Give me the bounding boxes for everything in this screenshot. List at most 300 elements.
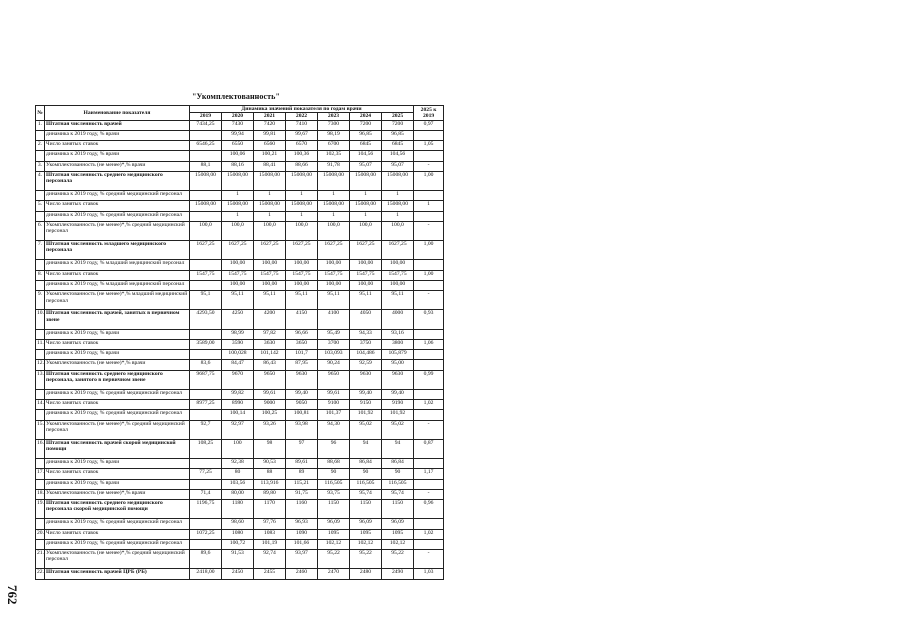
- year-value: 96,09: [318, 519, 350, 529]
- indicator-name: динамика к 2019 году, % средний медицинский персонал: [45, 410, 190, 420]
- year-value: 4100: [318, 310, 350, 329]
- year-value: 15008,00: [286, 201, 318, 211]
- ratio-2025-2019: 1,02: [414, 400, 444, 410]
- year-value: 8977,25: [190, 400, 222, 410]
- year-value: 15008,00: [382, 172, 414, 191]
- row-number: 4.: [36, 172, 45, 191]
- row-number: 16.: [36, 439, 45, 458]
- year-value: 6845: [382, 141, 414, 151]
- year-value: 4293,50: [190, 310, 222, 329]
- year-value: 80,00: [222, 489, 254, 499]
- year-value: 3750: [350, 339, 382, 349]
- header-year: 2019: [190, 113, 222, 120]
- year-value: 99,67: [286, 130, 318, 140]
- indicator-name: динамика к 2019 году, % младший медицинский персонал: [45, 260, 190, 270]
- year-value: 2455: [254, 569, 286, 580]
- table-row: [36, 260, 444, 270]
- year-value: 95,22: [318, 550, 350, 569]
- table-row: [36, 329, 444, 339]
- year-value: 1547,75: [318, 270, 350, 280]
- year-value: 1072,25: [190, 529, 222, 539]
- year-value: 84,47: [222, 360, 254, 370]
- ratio-2025-2019: [414, 280, 444, 290]
- year-value: 100,00: [350, 280, 382, 290]
- year-value: 95,02: [382, 420, 414, 439]
- header-indicator-name: Наименование показателя: [45, 106, 190, 121]
- year-value: 1170: [254, 500, 286, 519]
- table-row: [36, 550, 444, 569]
- ratio-2025-2019: -: [414, 222, 444, 241]
- year-value: 1090: [286, 529, 318, 539]
- year-value: 6560: [254, 141, 286, 151]
- year-value: 1150: [318, 500, 350, 519]
- year-value: [190, 151, 222, 161]
- table-row: [36, 539, 444, 549]
- year-value: [190, 410, 222, 420]
- year-value: 100,00: [318, 260, 350, 270]
- year-value: 71,4: [190, 489, 222, 499]
- year-value: 99,94: [222, 130, 254, 140]
- ratio-2025-2019: -: [414, 291, 444, 310]
- year-value: 101,37: [318, 410, 350, 420]
- row-number: 17.: [36, 469, 45, 479]
- ratio-2025-2019: [414, 539, 444, 549]
- row-number: 21.: [36, 550, 45, 569]
- indicator-name: динамика к 2019 году, % врачи: [45, 479, 190, 489]
- ratio-2025-2019: 0,96: [414, 500, 444, 519]
- year-value: 95,22: [382, 550, 414, 569]
- indicator-name: Укомплектованность (не менее)*,% врачи: [45, 360, 190, 370]
- header-year: 2020: [222, 113, 254, 120]
- year-value: 1083: [254, 529, 286, 539]
- year-value: 95,49: [318, 329, 350, 339]
- indicator-name: динамика к 2019 году, % врачи: [45, 459, 190, 469]
- year-value: 99,40: [286, 389, 318, 399]
- year-value: 91,53: [222, 550, 254, 569]
- row-number: [36, 410, 45, 420]
- year-value: [190, 479, 222, 489]
- year-value: 96,09: [350, 519, 382, 529]
- year-value: 105,879: [382, 350, 414, 360]
- year-value: [190, 350, 222, 360]
- year-value: 1547,75: [190, 270, 222, 280]
- row-number: 20.: [36, 529, 45, 539]
- year-value: 102,35: [318, 151, 350, 161]
- year-value: 1627,25: [254, 241, 286, 260]
- year-value: 95,74: [350, 489, 382, 499]
- year-value: 100,00: [286, 280, 318, 290]
- indicator-name: динамика к 2019 году, % средний медицинский персонал: [45, 389, 190, 399]
- year-value: 6570: [286, 141, 318, 151]
- year-value: 3590: [222, 339, 254, 349]
- indicator-name: Число занятых ставок: [45, 400, 190, 410]
- row-number: [36, 519, 45, 529]
- year-value: 1080: [222, 529, 254, 539]
- year-value: 90,53: [254, 459, 286, 469]
- year-value: 93,26: [254, 420, 286, 439]
- year-value: 108,25: [190, 439, 222, 458]
- year-value: 96,93: [286, 519, 318, 529]
- row-number: 10.: [36, 310, 45, 329]
- year-value: 1627,25: [190, 241, 222, 260]
- table-row: [36, 439, 444, 458]
- year-value: 3630: [254, 339, 286, 349]
- year-value: 101,92: [382, 410, 414, 420]
- year-value: 77,25: [190, 469, 222, 479]
- indicator-name: Штатная численность врачей ЦРБ (РБ): [45, 569, 190, 580]
- indicator-name: Число занятых ставок: [45, 201, 190, 211]
- year-value: 100,00: [222, 260, 254, 270]
- year-value: 1547,75: [350, 270, 382, 280]
- year-value: 95,07: [350, 161, 382, 171]
- table-row: [36, 172, 444, 191]
- indicator-name: Штатная численность младшего медицинского персонала: [45, 241, 190, 260]
- year-value: 7300: [318, 120, 350, 130]
- year-value: 99,81: [254, 130, 286, 140]
- year-value: 95,11: [254, 291, 286, 310]
- table-row: [36, 310, 444, 329]
- row-number: [36, 479, 45, 489]
- ratio-2025-2019: 1,03: [414, 569, 444, 580]
- year-value: [190, 191, 222, 201]
- year-value: 100,25: [254, 410, 286, 420]
- indicator-name: Укомплектованность (не менее)*,% врачи: [45, 489, 190, 499]
- year-value: 95,11: [382, 291, 414, 310]
- table-row: [36, 141, 444, 151]
- ratio-2025-2019: 1,00: [414, 241, 444, 260]
- table-row: [36, 479, 444, 489]
- year-value: 15008,00: [222, 172, 254, 191]
- year-value: [190, 280, 222, 290]
- year-value: 2450: [222, 569, 254, 580]
- year-value: 1: [382, 211, 414, 221]
- year-value: 7430: [222, 120, 254, 130]
- row-number: [36, 329, 45, 339]
- row-number: 1.: [36, 120, 45, 130]
- year-value: 4150: [286, 310, 318, 329]
- row-number: 18.: [36, 489, 45, 499]
- ratio-2025-2019: 0,87: [414, 439, 444, 458]
- row-number: [36, 130, 45, 140]
- year-value: 100,00: [254, 280, 286, 290]
- table-body: [36, 120, 444, 579]
- year-value: 1: [318, 211, 350, 221]
- year-value: 4250: [222, 310, 254, 329]
- row-number: 15.: [36, 420, 45, 439]
- row-number: [36, 280, 45, 290]
- year-value: 96,66: [286, 329, 318, 339]
- year-value: [190, 389, 222, 399]
- year-value: 1547,75: [254, 270, 286, 280]
- year-value: 95,1: [190, 291, 222, 310]
- year-value: 90: [350, 469, 382, 479]
- ratio-2025-2019: 1,00: [414, 172, 444, 191]
- year-value: 15008,00: [222, 201, 254, 211]
- year-value: 98,99: [222, 329, 254, 339]
- year-value: 100,0: [382, 222, 414, 241]
- year-value: 7200: [350, 120, 382, 130]
- table-row: [36, 370, 444, 389]
- year-value: 1150: [382, 500, 414, 519]
- year-value: 4200: [254, 310, 286, 329]
- year-value: 91,75: [286, 489, 318, 499]
- table-row: [36, 360, 444, 370]
- indicator-name: Штатная численность среднего медицинского персонала, занятого в первичном звене: [45, 370, 190, 389]
- year-value: 99,61: [254, 389, 286, 399]
- year-value: 1095: [318, 529, 350, 539]
- year-value: 89,6: [190, 550, 222, 569]
- year-value: 1095: [382, 529, 414, 539]
- year-value: 94: [382, 439, 414, 458]
- indicator-name: динамика к 2019 году, % средний медицинский персонал: [45, 539, 190, 549]
- year-value: 4000: [382, 310, 414, 329]
- table-row: [36, 201, 444, 211]
- year-value: 6546,25: [190, 141, 222, 151]
- row-number: 14.: [36, 400, 45, 410]
- ratio-2025-2019: -: [414, 550, 444, 569]
- indicator-name: Число занятых ставок: [45, 270, 190, 280]
- year-value: 104,56: [382, 151, 414, 161]
- year-value: 98,19: [318, 130, 350, 140]
- table-row: [36, 519, 444, 529]
- year-value: 103,093: [318, 350, 350, 360]
- ratio-2025-2019: -: [414, 420, 444, 439]
- year-value: 95,22: [350, 550, 382, 569]
- year-value: 89: [286, 469, 318, 479]
- year-value: 101,7: [286, 350, 318, 360]
- year-value: 9670: [222, 370, 254, 389]
- indicator-name: Число занятых ставок: [45, 469, 190, 479]
- year-value: 1627,25: [286, 241, 318, 260]
- year-value: 102,12: [350, 539, 382, 549]
- year-value: 102,12: [318, 539, 350, 549]
- indicator-name: Штатная численность среднего медицинского персонала: [45, 172, 190, 191]
- year-value: 88,1: [190, 161, 222, 171]
- row-number: 19.: [36, 500, 45, 519]
- year-value: 116,505: [382, 479, 414, 489]
- year-value: 9630: [286, 370, 318, 389]
- ratio-2025-2019: 1,02: [414, 529, 444, 539]
- row-number: 12.: [36, 360, 45, 370]
- year-value: 15008,00: [350, 172, 382, 191]
- year-value: 116,505: [318, 479, 350, 489]
- row-number: [36, 459, 45, 469]
- year-value: [190, 459, 222, 469]
- year-value: 91,78: [318, 161, 350, 171]
- year-value: 7420: [254, 120, 286, 130]
- year-value: 86,84: [350, 459, 382, 469]
- header-dynamics-group: Динамика значений показателя по годам врачи: [190, 106, 414, 113]
- year-value: 116,505: [350, 479, 382, 489]
- year-value: 8990: [222, 400, 254, 410]
- year-value: 97,82: [254, 329, 286, 339]
- row-number: 5.: [36, 201, 45, 211]
- year-value: 100,00: [318, 280, 350, 290]
- year-value: [190, 130, 222, 140]
- ratio-2025-2019: 1,00: [414, 270, 444, 280]
- year-value: 9100: [318, 400, 350, 410]
- year-value: 95,11: [286, 291, 318, 310]
- year-value: 90: [382, 469, 414, 479]
- table-header: [36, 106, 444, 121]
- year-value: 100,0: [222, 222, 254, 241]
- staffing-table: [35, 105, 444, 580]
- row-number: 11.: [36, 339, 45, 349]
- header-year: 2021: [254, 113, 286, 120]
- ratio-2025-2019: [414, 151, 444, 161]
- table-row: [36, 280, 444, 290]
- year-value: 100,0: [286, 222, 318, 241]
- year-value: 9687,75: [190, 370, 222, 389]
- year-value: 88,41: [254, 161, 286, 171]
- table-row: [36, 529, 444, 539]
- year-value: 100,72: [222, 539, 254, 549]
- year-value: 9050: [286, 400, 318, 410]
- ratio-2025-2019: 1: [414, 201, 444, 211]
- year-value: 9000: [254, 400, 286, 410]
- year-value: 100,0: [190, 222, 222, 241]
- year-value: 95,11: [350, 291, 382, 310]
- year-value: 96,85: [382, 130, 414, 140]
- year-value: 96,09: [382, 519, 414, 529]
- row-number: [36, 350, 45, 360]
- row-number: [36, 191, 45, 201]
- year-value: 2490: [382, 569, 414, 580]
- year-value: 95,74: [382, 489, 414, 499]
- year-value: 7200: [382, 120, 414, 130]
- row-number: 2.: [36, 141, 45, 151]
- header-year: 2022: [286, 113, 318, 120]
- year-value: 93,97: [286, 550, 318, 569]
- year-value: 100,06: [222, 151, 254, 161]
- ratio-2025-2019: 0,99: [414, 370, 444, 389]
- year-value: 1627,25: [382, 241, 414, 260]
- ratio-2025-2019: [414, 260, 444, 270]
- table-row: [36, 569, 444, 580]
- year-value: 1: [350, 211, 382, 221]
- year-value: 95,00: [382, 360, 414, 370]
- year-value: 92,38: [222, 459, 254, 469]
- year-value: 1095: [350, 529, 382, 539]
- year-value: 100,36: [286, 151, 318, 161]
- year-value: 100,00: [286, 260, 318, 270]
- year-value: 1: [222, 211, 254, 221]
- ratio-2025-2019: [414, 329, 444, 339]
- year-value: 100,0: [350, 222, 382, 241]
- page-number: 762: [5, 585, 20, 605]
- year-value: 94,30: [318, 420, 350, 439]
- row-number: [36, 539, 45, 549]
- year-value: 88,68: [318, 459, 350, 469]
- year-value: 3650: [286, 339, 318, 349]
- indicator-name: Укомплектованность (не менее)*,% средний медицинский персонал: [45, 420, 190, 439]
- year-value: 90,24: [318, 360, 350, 370]
- table-row: [36, 270, 444, 280]
- year-value: 15008,00: [190, 172, 222, 191]
- ratio-2025-2019: [414, 459, 444, 469]
- year-value: [190, 539, 222, 549]
- year-value: 95,07: [382, 161, 414, 171]
- year-value: 1: [254, 211, 286, 221]
- year-value: 7434,25: [190, 120, 222, 130]
- indicator-name: Укомплектованность (не менее)*,% врачи: [45, 161, 190, 171]
- indicator-name: Штатная численность среднего медицинского персонала скорой медицинской помощи: [45, 500, 190, 519]
- row-number: 9.: [36, 291, 45, 310]
- year-value: 88: [254, 469, 286, 479]
- header-year: 2023: [318, 113, 350, 120]
- ratio-2025-2019: 0,93: [414, 310, 444, 329]
- year-value: 6700: [318, 141, 350, 151]
- row-number: 22.: [36, 569, 45, 580]
- year-value: 94,33: [350, 329, 382, 339]
- year-value: 87,95: [286, 360, 318, 370]
- year-value: 3589,00: [190, 339, 222, 349]
- year-value: 15008,00: [254, 201, 286, 211]
- year-value: 100,00: [222, 280, 254, 290]
- ratio-2025-2019: [414, 191, 444, 201]
- table-row: [36, 222, 444, 241]
- year-value: 1: [222, 191, 254, 201]
- year-value: 89,80: [254, 489, 286, 499]
- ratio-2025-2019: 1,06: [414, 339, 444, 349]
- year-value: 1160: [286, 500, 318, 519]
- year-value: 102,12: [382, 539, 414, 549]
- year-value: 99,40: [382, 389, 414, 399]
- year-value: 99,61: [318, 389, 350, 399]
- year-value: 9650: [254, 370, 286, 389]
- row-number: [36, 389, 45, 399]
- ratio-2025-2019: [414, 360, 444, 370]
- year-value: 101,142: [254, 350, 286, 360]
- table-row: [36, 459, 444, 469]
- row-number: [36, 260, 45, 270]
- year-value: 1: [286, 191, 318, 201]
- year-value: 95,11: [318, 291, 350, 310]
- year-value: 1627,25: [318, 241, 350, 260]
- year-value: 93,75: [318, 489, 350, 499]
- indicator-name: Число занятых ставок: [45, 141, 190, 151]
- year-value: 1547,75: [382, 270, 414, 280]
- ratio-2025-2019: 1,05: [414, 141, 444, 151]
- year-value: 95,11: [222, 291, 254, 310]
- year-value: 104,486: [350, 350, 382, 360]
- year-value: 93,16: [382, 329, 414, 339]
- year-value: 1: [254, 191, 286, 201]
- year-value: 1: [318, 191, 350, 201]
- year-value: 100,00: [382, 260, 414, 270]
- row-number: [36, 211, 45, 221]
- year-value: 1547,75: [222, 270, 254, 280]
- ratio-2025-2019: [414, 130, 444, 140]
- year-value: 96: [318, 439, 350, 458]
- indicator-name: Укомплектованность (не менее)*,% средний медицинский персонал: [45, 550, 190, 569]
- header-year: 2024: [350, 113, 382, 120]
- year-value: 94: [350, 439, 382, 458]
- indicator-name: динамика к 2019 году, % средний медицинский персонал: [45, 519, 190, 529]
- year-value: 86,43: [254, 360, 286, 370]
- year-value: 15008,00: [254, 172, 286, 191]
- document-title: "Укомплектованность": [192, 92, 281, 101]
- table-row: [36, 241, 444, 260]
- year-value: 6550: [222, 141, 254, 151]
- header-num: №: [36, 106, 45, 121]
- row-number: 13.: [36, 370, 45, 389]
- year-value: 7410: [286, 120, 318, 130]
- year-value: 9630: [350, 370, 382, 389]
- year-value: 15008,00: [190, 201, 222, 211]
- year-value: 100,0: [318, 222, 350, 241]
- year-value: 100,14: [222, 410, 254, 420]
